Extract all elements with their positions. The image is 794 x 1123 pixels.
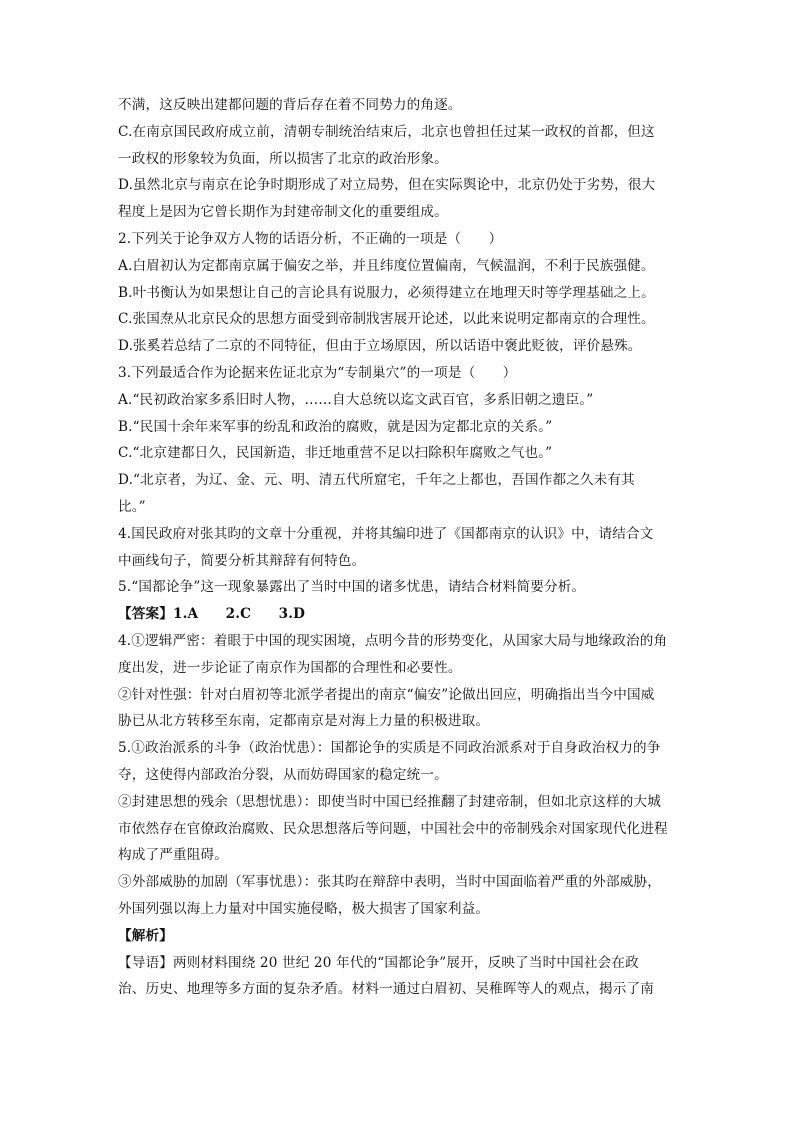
answer-5-point-3: ③外部威胁的加剧（军事忧患）：张其昀在辩辞中表明，当时中国面临着严重的外部威胁，: [118, 874, 661, 891]
question-3: 3.下列最适合作为论据来佐证北京为“专制巢穴”的一项是（ ）: [118, 364, 517, 381]
text-line: 外国列强以海上力量对中国实施侵略，极大损害了国家利益。: [118, 900, 490, 917]
question-2-option-c: C.张国焘从北京民众的思想方面受到帝制戕害展开论述，以此来说明定都南京的合理性。: [118, 311, 655, 328]
text-line: 一政权的形象较为负面，所以损害了北京的政治形象。: [118, 150, 448, 167]
question-3-option-b: B.“民国十余年来军事的纷乱和政治的腐败，就是因为定都北京的关系。”: [118, 418, 553, 435]
question-3-option-d: D.“北京者，为辽、金、元、明、清五代所窟宅，千年之上都也，吾国作都之久未有其: [118, 472, 635, 489]
text-line: 程度上是因为它曾长期作为封建帝制文化的重要组成。: [118, 204, 448, 221]
text-line: 构成了严重阻碍。: [118, 847, 228, 864]
answer-4: 4.①逻辑严密：着眼于中国的现实困境，点明今昔的形势变化，从国家大局与地缘政治的角: [118, 632, 668, 649]
answer-5-point-2: ②封建思想的残余（思想忧患）：即使当时中国已经推翻了封建帝制，但如北京这样的大城: [118, 793, 661, 810]
question-3-option-c: C.“北京建都日久，民国新造，非迁地重营不足以扫除积年腐败之气也。”: [118, 445, 553, 462]
guide-line: 【导语】两则材料围绕 20 世纪 20 年代的“国都论争”展开，反映了当时中国社会在政: [118, 954, 639, 971]
text-line: 中画线句子，简要分析其辩辞有何特色。: [118, 552, 366, 569]
text-line: 不满，这反映出建都问题的背后存在着不同势力的角逐。: [118, 97, 462, 113]
text-line: 度出发，进一步论证了南京作为国都的合理性和必要性。: [118, 659, 462, 676]
question-2: 2.下列关于论争双方人物的话语分析，不正确的一项是（ ）: [118, 230, 503, 247]
option-c-line: C.在南京国民政府成立前，清朝专制统治结束后，北京也曾担任过某一政权的首都，但这: [118, 123, 655, 140]
document-body: [118, 92, 678, 1003]
text-line: 胁已从北方转移至东南，定都南京是对海上力量的积极进取。: [118, 713, 490, 730]
analysis-heading: 【解析】: [118, 927, 173, 944]
text-line: 治、历史、地理等多方面的复杂矛盾。材料一通过白眉初、吴稚晖等人的观点，揭示了南: [118, 981, 655, 998]
question-2-option-a: A.白眉初认为定都南京属于偏安之举，并且纬度位置偏南，气候温润，不利于民族强健。: [118, 257, 655, 274]
answer-heading: 【答案】1.A 2.C 3.D: [118, 606, 306, 623]
question-2-option-b: B.叶书衡认为如果想让自己的言论具有说服力，必须得建立在地理天时等学理基础之上。: [118, 284, 655, 301]
text-line: 比。”: [118, 498, 146, 515]
question-4: 4.国民政府对张其昀的文章十分重视，并将其编印进了《国都南京的认识》中，请结合文: [118, 525, 654, 542]
text-line: 夺，这使得内部政治分裂，从而妨碍国家的稳定统一。: [118, 766, 448, 783]
question-3-option-a: A.“民初政治家多系旧时人物，……自大总统以迄文武百官，多系旧朝之遗臣。”: [118, 391, 594, 408]
question-5: 5.“国都论争”这一现象暴露出了当时中国的诸多忧患，请结合材料简要分析。: [118, 579, 586, 596]
question-2-option-d: D.张奚若总结了二京的不同特征，但由于立场原因，所以话语中褒此贬彼，评价悬殊。: [118, 338, 642, 355]
text-line: 市依然存在官僚政治腐败、民众思想落后等问题，中国社会中的帝制残余对国家现代化进程: [118, 820, 668, 837]
option-d-line: D.虽然北京与南京在论争时期形成了对立局势，但在实际舆论中，北京仍处于劣势，很大: [118, 177, 656, 194]
answer-5: 5.①政治派系的斗争（政治忧患）：国都论争的实质是不同政治派系对于自身政治权力的争: [118, 740, 661, 757]
answer-4-point-2: ②针对性强：针对白眉初等北派学者提出的南京“偏安”论做出回应，明确指出当今中国威: [118, 686, 655, 703]
